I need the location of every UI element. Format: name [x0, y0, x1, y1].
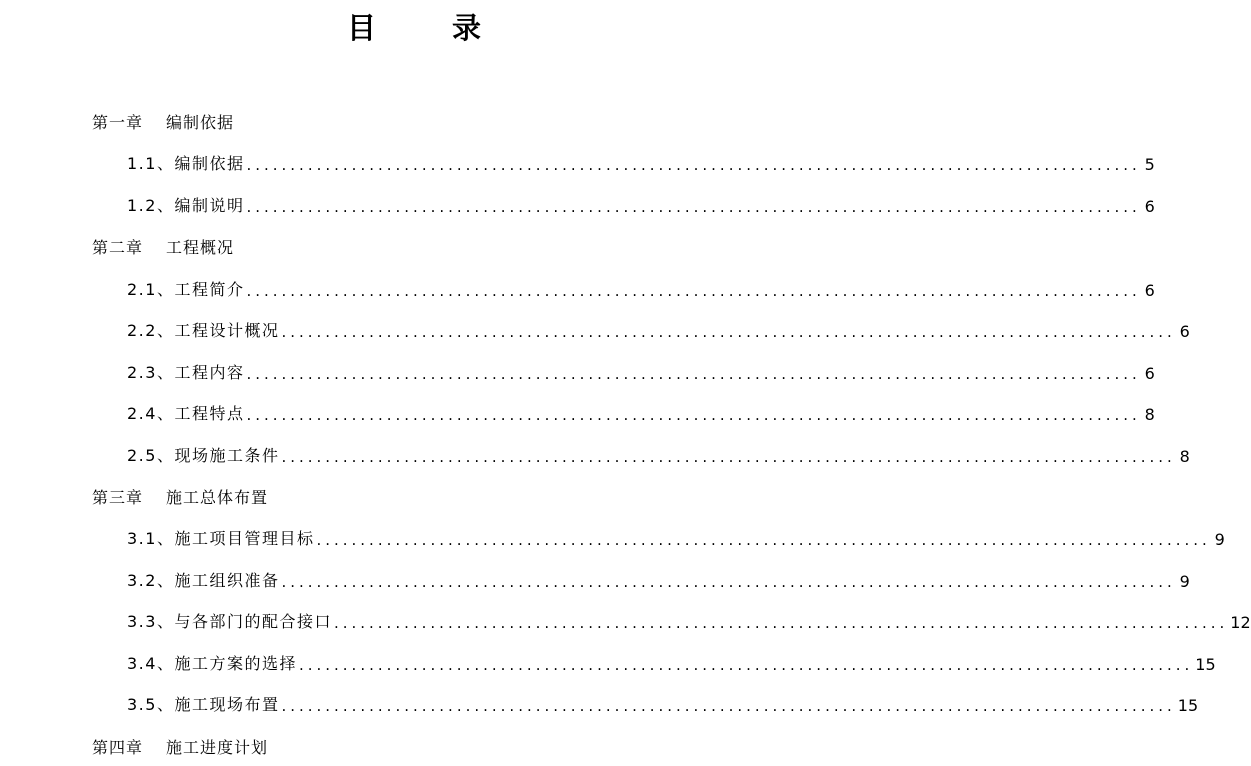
toc-entry-label: 2.4、工程特点	[127, 404, 245, 423]
title-char-2: 录	[452, 11, 482, 45]
toc-entry-3-4[interactable]	[127, 650, 1216, 674]
toc-entry-page: 6	[1144, 281, 1155, 300]
dot-leader: ......................................................................................................	[281, 573, 1176, 591]
dot-leader: ......................................................................................................	[246, 198, 1141, 216]
toc-entry-page: 9	[1214, 530, 1225, 549]
toc-entry-label: 1.1、编制依据	[127, 154, 245, 173]
toc-entry-2-3[interactable]	[127, 359, 1155, 383]
toc-entry-label: 3.5、施工现场布置	[127, 695, 280, 714]
toc-entry-label: 2.1、工程简介	[127, 280, 245, 299]
dot-leader: ......................................................................................................	[246, 156, 1141, 174]
dot-leader: ......................................................................................................	[281, 323, 1176, 341]
toc-entry-label: 2.2、工程设计概况	[127, 321, 280, 340]
chapter-heading-3[interactable]	[92, 485, 268, 508]
dot-leader: ......................................................................................................	[246, 282, 1141, 300]
toc-entry-1-2[interactable]	[127, 192, 1155, 216]
chapter-number: 第三章	[92, 488, 144, 507]
toc-entry-label: 2.3、工程内容	[127, 363, 245, 382]
title-char-1: 目	[347, 11, 377, 45]
chapter-number: 第一章	[92, 113, 144, 132]
chapter-title: 编制依据	[166, 113, 235, 132]
toc-entry-page: 8	[1179, 447, 1190, 466]
toc-entry-label: 1.2、编制说明	[127, 196, 245, 215]
chapter-title: 施工进度计划	[166, 738, 269, 757]
toc-entry-page: 12	[1230, 613, 1251, 632]
toc-entry-page: 5	[1144, 155, 1155, 174]
toc-entry-3-3[interactable]	[127, 608, 1251, 632]
dot-leader: ......................................................................................................	[246, 406, 1141, 424]
toc-entry-page: 6	[1144, 364, 1155, 383]
chapter-title: 施工总体布置	[166, 488, 269, 507]
dot-leader: ......................................................................................................	[316, 531, 1211, 549]
dot-leader: ......................................................................................................	[281, 697, 1176, 715]
chapter-number: 第四章	[92, 738, 144, 757]
toc-entry-label: 3.3、与各部门的配合接口	[127, 612, 332, 631]
page-title	[0, 6, 779, 50]
chapter-title: 工程概况	[166, 238, 235, 257]
dot-leader: ......................................................................................................	[333, 614, 1229, 632]
toc-entry-page: 8	[1144, 405, 1155, 424]
toc-entry-label: 3.2、施工组织准备	[127, 571, 280, 590]
chapter-heading-4[interactable]	[92, 735, 268, 758]
toc-entry-2-5[interactable]	[127, 442, 1190, 466]
toc-entry-page: 15	[1195, 655, 1216, 674]
dot-leader: ......................................................................................................	[281, 448, 1176, 466]
chapter-number: 第二章	[92, 238, 144, 257]
chapter-heading-1[interactable]	[92, 110, 234, 133]
toc-entry-page: 15	[1177, 696, 1199, 715]
toc-entry-2-2[interactable]	[127, 317, 1190, 341]
dot-leader: ......................................................................................................	[298, 656, 1194, 674]
toc-entry-3-2[interactable]	[127, 567, 1190, 591]
toc-entry-page: 9	[1179, 572, 1190, 591]
toc-entry-2-1[interactable]	[127, 276, 1155, 300]
toc-entry-3-5[interactable]	[127, 691, 1199, 715]
toc-entry-page: 6	[1179, 322, 1190, 341]
toc-entry-3-1[interactable]	[127, 525, 1225, 549]
chapter-heading-2[interactable]	[92, 235, 234, 258]
toc-entry-page: 6	[1144, 197, 1155, 216]
toc-entry-1-1[interactable]	[127, 150, 1155, 174]
toc-entry-label: 3.4、施工方案的选择	[127, 654, 297, 673]
toc-entry-label: 2.5、现场施工条件	[127, 446, 280, 465]
dot-leader: ......................................................................................................	[246, 365, 1141, 383]
toc-entry-label: 3.1、施工项目管理目标	[127, 529, 315, 548]
toc-entry-2-4[interactable]	[127, 400, 1155, 424]
